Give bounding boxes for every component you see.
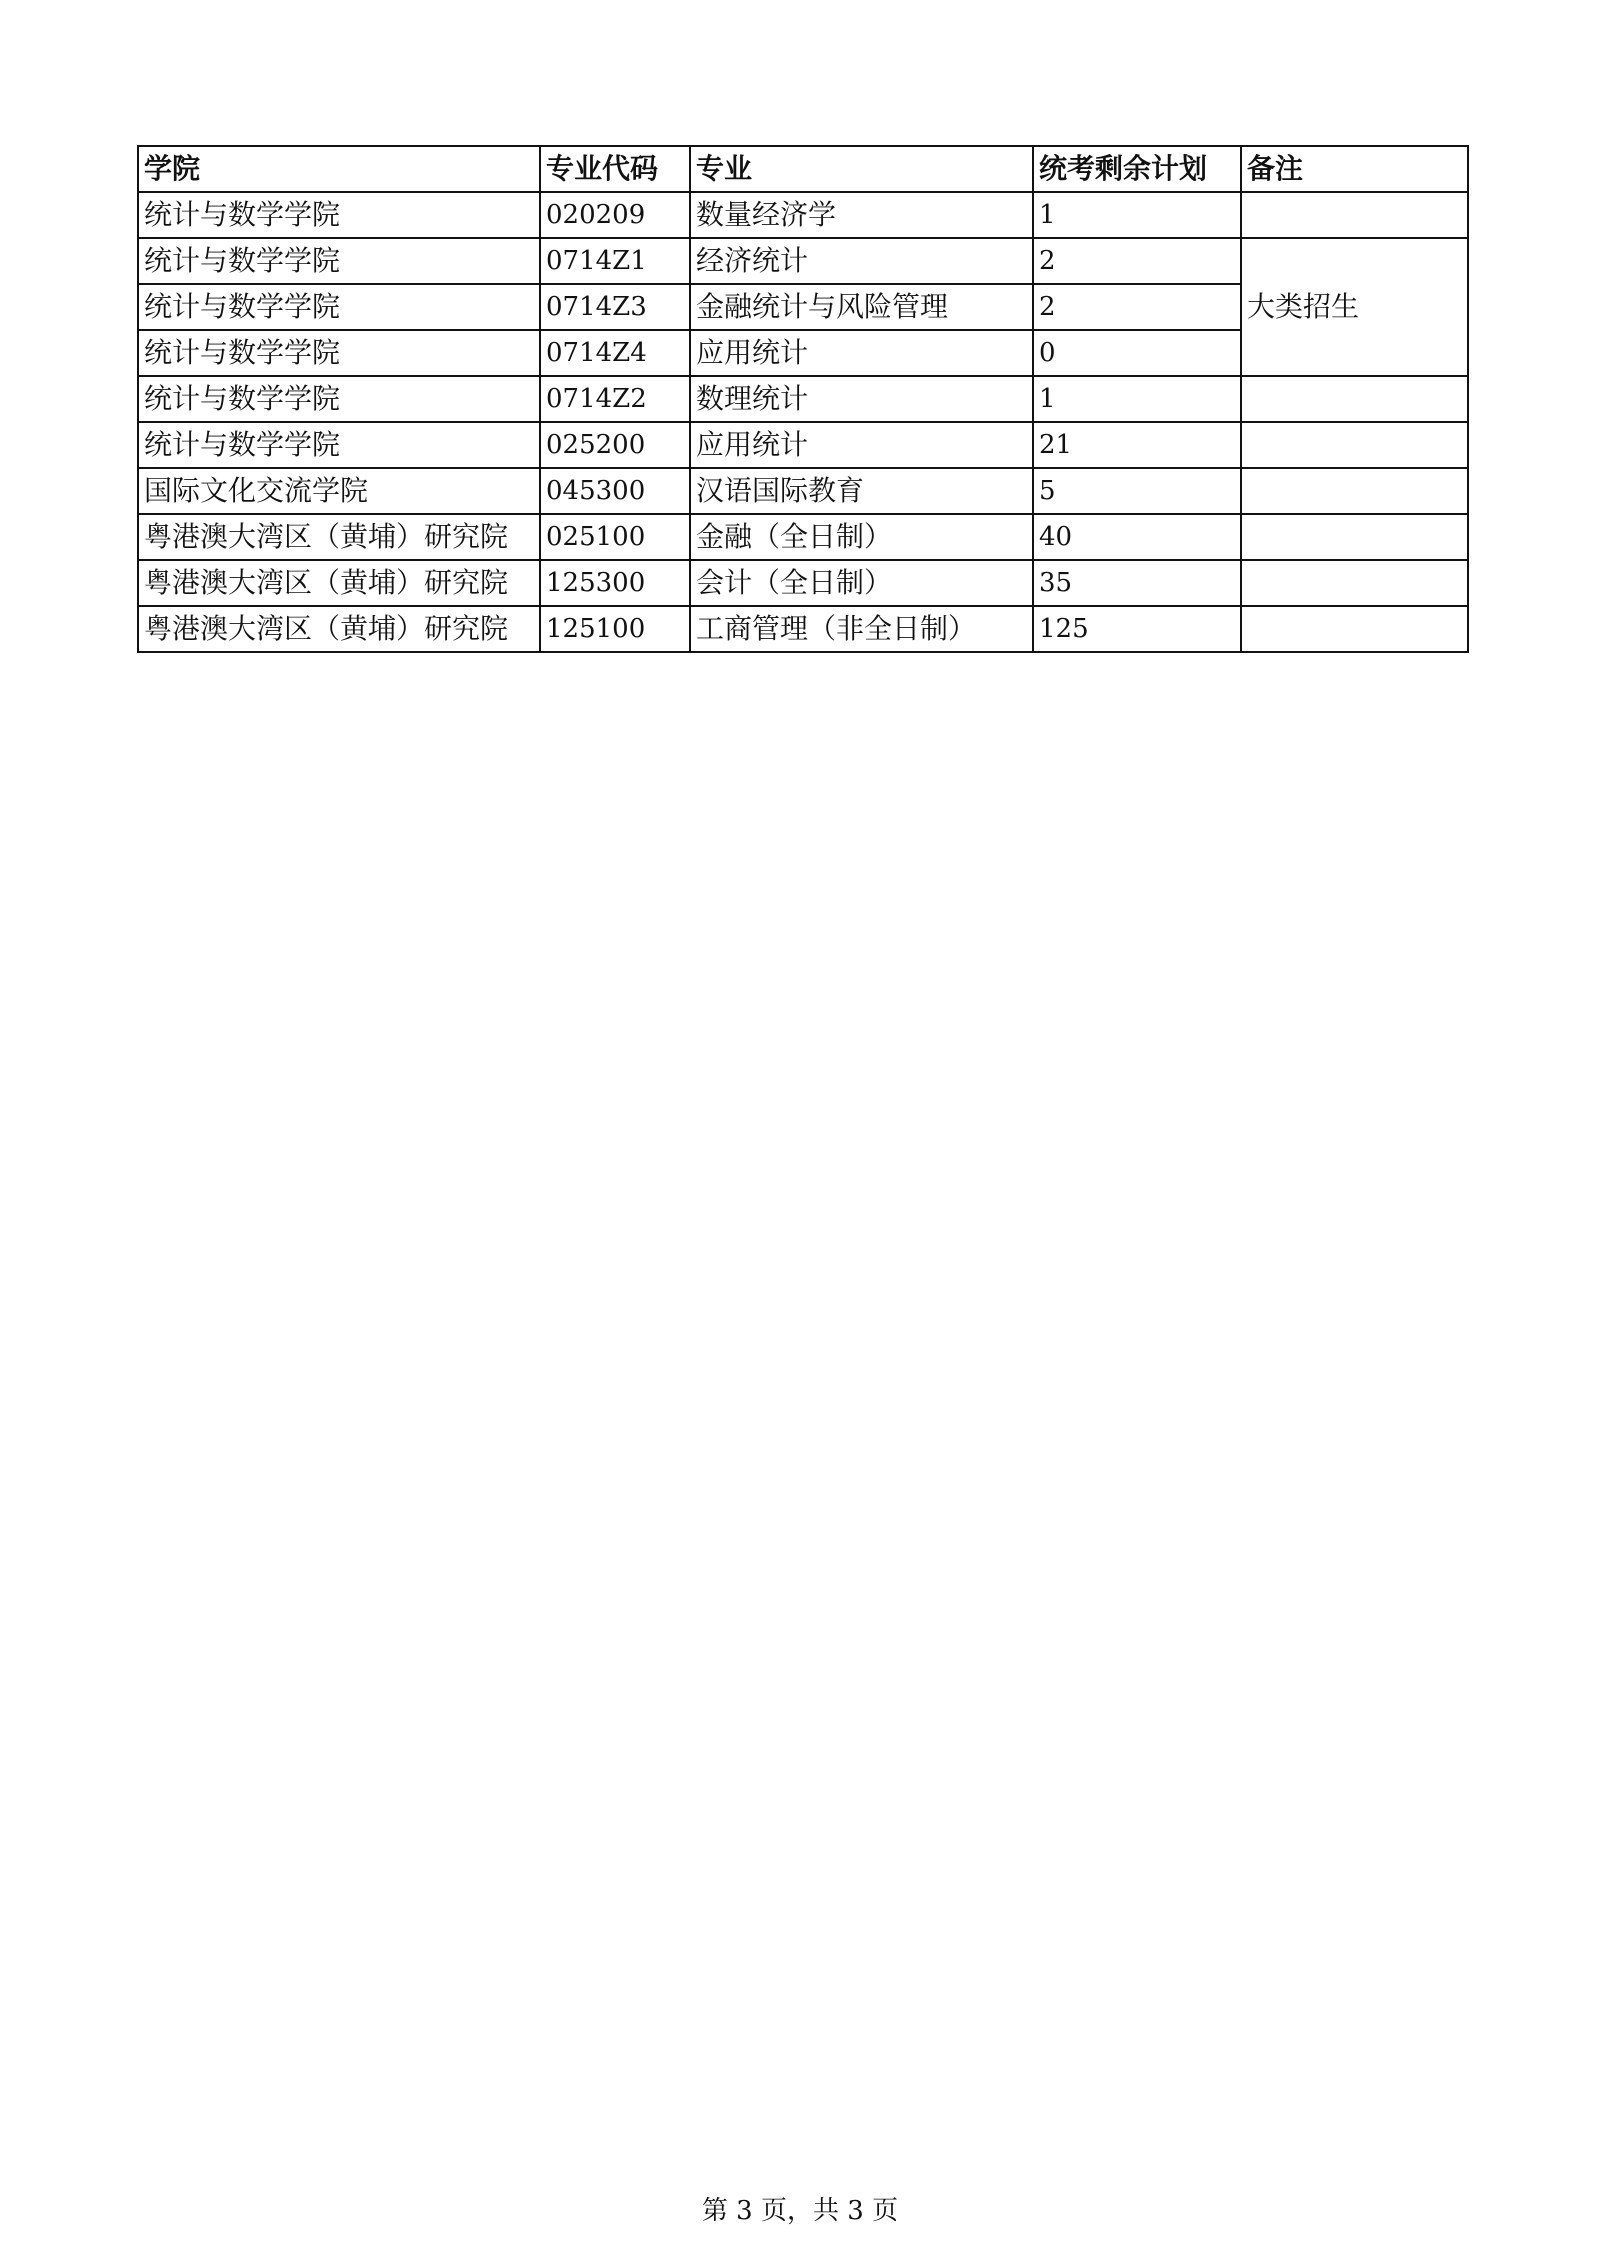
remaining-cell: 2	[1033, 284, 1241, 330]
admission-plan-table	[137, 145, 1469, 653]
header-remarks: 备注	[1241, 146, 1468, 192]
table-row	[138, 606, 1468, 652]
table-header-row	[138, 146, 1468, 192]
major-code-cell: 045300	[540, 468, 690, 514]
remaining-cell: 2	[1033, 238, 1241, 284]
major-cell: 金融统计与风险管理	[690, 284, 1033, 330]
remark-cell	[1241, 560, 1468, 606]
college-cell: 粤港澳大湾区（黄埔）研究院	[138, 606, 540, 652]
header-major: 专业	[690, 146, 1033, 192]
table-row	[138, 192, 1468, 238]
remark-cell	[1241, 606, 1468, 652]
college-cell: 统计与数学学院	[138, 192, 540, 238]
major-cell: 数量经济学	[690, 192, 1033, 238]
major-cell: 金融（全日制）	[690, 514, 1033, 560]
remaining-cell: 1	[1033, 376, 1241, 422]
remaining-cell: 1	[1033, 192, 1241, 238]
major-code-cell: 025200	[540, 422, 690, 468]
major-code-cell: 0714Z3	[540, 284, 690, 330]
remaining-cell: 5	[1033, 468, 1241, 514]
remark-cell	[1241, 422, 1468, 468]
college-cell: 统计与数学学院	[138, 422, 540, 468]
college-cell: 粤港澳大湾区（黄埔）研究院	[138, 560, 540, 606]
table-row	[138, 468, 1468, 514]
table-row	[138, 560, 1468, 606]
table-row	[138, 376, 1468, 422]
header-major-code: 专业代码	[540, 146, 690, 192]
college-cell: 统计与数学学院	[138, 284, 540, 330]
college-cell: 统计与数学学院	[138, 238, 540, 284]
major-cell: 会计（全日制）	[690, 560, 1033, 606]
college-cell: 粤港澳大湾区（黄埔）研究院	[138, 514, 540, 560]
major-code-cell: 125300	[540, 560, 690, 606]
page-number-footer: 第 3 页，共 3 页	[701, 2196, 899, 2226]
remaining-cell: 0	[1033, 330, 1241, 376]
major-cell: 应用统计	[690, 330, 1033, 376]
major-cell: 应用统计	[690, 422, 1033, 468]
header-remaining-plan: 统考剩余计划	[1033, 146, 1241, 192]
remark-cell	[1241, 468, 1468, 514]
table-row	[138, 422, 1468, 468]
remaining-cell: 125	[1033, 606, 1241, 652]
remark-cell-merged: 大类招生	[1241, 238, 1468, 376]
table-row	[138, 238, 1468, 284]
remaining-cell: 21	[1033, 422, 1241, 468]
college-cell: 国际文化交流学院	[138, 468, 540, 514]
major-code-cell: 025100	[540, 514, 690, 560]
major-cell: 经济统计	[690, 238, 1033, 284]
remark-cell	[1241, 192, 1468, 238]
college-cell: 统计与数学学院	[138, 330, 540, 376]
remark-cell	[1241, 514, 1468, 560]
major-cell: 汉语国际教育	[690, 468, 1033, 514]
major-code-cell: 020209	[540, 192, 690, 238]
major-code-cell: 0714Z4	[540, 330, 690, 376]
table-row	[138, 514, 1468, 560]
header-college: 学院	[138, 146, 540, 192]
major-cell: 工商管理（非全日制）	[690, 606, 1033, 652]
remaining-cell: 40	[1033, 514, 1241, 560]
remaining-cell: 35	[1033, 560, 1241, 606]
remark-cell	[1241, 376, 1468, 422]
major-cell: 数理统计	[690, 376, 1033, 422]
major-code-cell: 0714Z2	[540, 376, 690, 422]
major-code-cell: 0714Z1	[540, 238, 690, 284]
major-code-cell: 125100	[540, 606, 690, 652]
college-cell: 统计与数学学院	[138, 376, 540, 422]
